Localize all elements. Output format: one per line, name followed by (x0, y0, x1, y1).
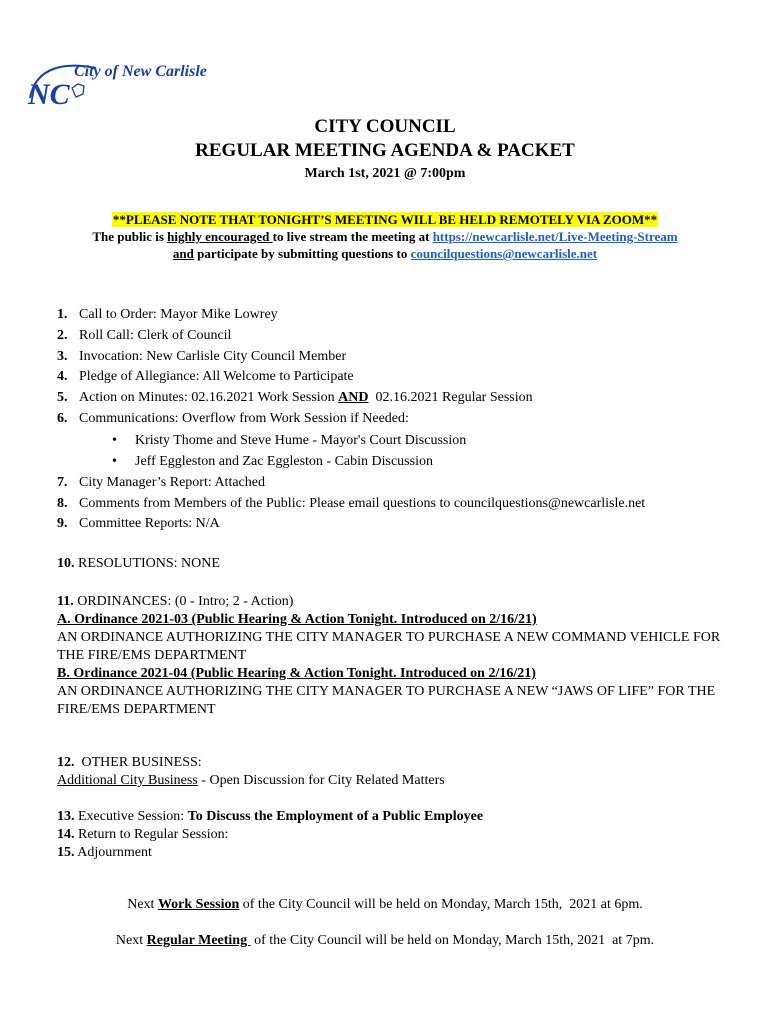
item-text: Invocation: New Carlisle City Council Member (79, 348, 347, 364)
logo-text: City of New Carlisle (74, 63, 207, 80)
agenda-item (57, 367, 737, 388)
item-text: City Manager’s Report: Attached (79, 474, 265, 490)
page-title: CITY COUNCIL (314, 116, 456, 137)
item-text: Action on Minutes: 02.16.2021 Work Session (79, 390, 339, 406)
next-regular-meeting (0, 933, 770, 949)
notice-text: participate by submitting questions to (193, 246, 411, 261)
item-text: Roll Call: Clerk of Council (79, 327, 232, 343)
bullet-icon: • (112, 432, 117, 448)
item-emphasis: Additional City Business (57, 773, 198, 788)
logo-initials: NC (28, 78, 70, 110)
notice-emphasis: highly encouraged (167, 229, 273, 244)
notice-highlight: **PLEASE NOTE THAT TONIGHT’S MEETING WILL BE HELD REMOTELY VIA ZOOM** (112, 212, 658, 227)
agenda-item (57, 514, 737, 535)
next-emphasis: Work Session (157, 897, 240, 912)
item-number: 8. (57, 495, 68, 511)
agenda-item (57, 494, 737, 515)
next-text: Next (115, 933, 147, 948)
agenda-item (57, 388, 737, 409)
ordinance-b-title: B. Ordinance 2021-04 (Public Hearing & Action Tonight. Introduced on 2/16/21) (57, 666, 536, 681)
item-number: 3. (57, 348, 68, 364)
item-emphasis: AND (338, 390, 369, 406)
agenda-list (57, 305, 737, 535)
item-text: - Open Discussion for City Related Matters (197, 773, 445, 788)
item-text: Call to Order: Mayor Mike Lowrey (79, 307, 278, 322)
city-logo (26, 58, 216, 110)
page-subtitle: REGULAR MEETING AGENDA & PACKET (195, 140, 575, 161)
other-business-section (57, 754, 737, 790)
item-number: 14. (57, 827, 75, 842)
live-stream-link[interactable]: https://newcarlisle.net/Live-Meeting-Stream (432, 229, 678, 244)
notice-text: The public is (92, 229, 168, 244)
item-number: 9. (57, 516, 68, 532)
next-text: of the City Council will be held on Monday, March 15th, 2021 at 6pm. (239, 897, 643, 912)
item-number: 7. (57, 474, 68, 490)
notice-emphasis: and (172, 246, 194, 261)
item-number: 4. (57, 369, 68, 385)
list-item (57, 430, 737, 452)
item-text: Communications: Overflow from Work Session if Needed: (79, 410, 409, 426)
item-text: Comments from Members of the Public: Please email questions to councilquestions@newcarlisle.net (79, 495, 646, 511)
questions-email-link[interactable]: councilquestions@newcarlisle.net (410, 246, 598, 261)
item-text: ORDINANCES: (0 - Intro; 2 - Action) (73, 594, 294, 609)
next-emphasis: Regular Meeting (146, 933, 251, 948)
ordinance-a-title: A. Ordinance 2021-03 (Public Hearing & Action Tonight. Introduced on 2/16/21) (57, 612, 537, 627)
item-text: Committee Reports: N/A (79, 516, 220, 532)
bullet-text: Jeff Eggleston and Zac Eggleston - Cabin Discussion (135, 454, 433, 470)
list-item (57, 451, 737, 473)
ordinance-a-body: AN ORDINANCE AUTHORIZING THE CITY MANAGER TO PURCHASE A NEW COMMAND VEHICLE FOR THE FIRE/EMS DEPARTMENT (57, 630, 721, 663)
item-number: 6. (57, 410, 68, 426)
ordinance-b-body: AN ORDINANCE AUTHORIZING THE CITY MANAGER TO PURCHASE A NEW “JAWS OF LIFE” FOR THE FIRE/EMS DEPARTMENT (57, 684, 716, 717)
item-text: 02.16.2021 Regular Session (368, 390, 533, 406)
bullet-icon: • (112, 454, 117, 470)
item-number: 5. (57, 390, 68, 406)
item-number: 11. (57, 594, 74, 609)
agenda-item (57, 305, 737, 326)
item-text: Adjournment (74, 845, 152, 860)
item-text: Return to Regular Session: (74, 827, 229, 842)
next-text: Next (127, 897, 158, 912)
bullet-text: Kristy Thome and Steve Hume - Mayor's Court Discussion (135, 432, 467, 448)
meeting-date: March 1st, 2021 @ 7:00pm (304, 166, 466, 181)
closing-section (57, 808, 737, 862)
item-emphasis: To Discuss the Employment of a Public Employee (187, 809, 484, 824)
resolutions-section (57, 555, 737, 573)
agenda-item (57, 409, 737, 430)
agenda-item (57, 326, 737, 347)
item-text: OTHER BUSINESS: (74, 755, 202, 770)
ordinances-section (57, 593, 737, 719)
item-number: 13. (57, 809, 75, 824)
item-number: 1. (57, 307, 68, 322)
notice-text: to live stream the meeting at (272, 229, 433, 244)
next-work-session (0, 897, 770, 913)
item-number: 12. (57, 755, 75, 770)
remote-notice (0, 211, 770, 262)
next-text: of the City Council will be held on Monday, March 15th, 2021 at 7pm. (250, 933, 655, 948)
item-text: RESOLUTIONS: NONE (74, 556, 220, 571)
item-number: 15. (57, 845, 75, 860)
agenda-item (57, 347, 737, 368)
agenda-item (57, 473, 737, 494)
item-text: Pledge of Allegiance: All Welcome to Participate (79, 369, 354, 385)
item-text: Executive Session: (74, 809, 188, 824)
item-number: 2. (57, 327, 68, 343)
item-number: 10. (57, 556, 75, 571)
ohio-outline-icon (72, 84, 84, 97)
